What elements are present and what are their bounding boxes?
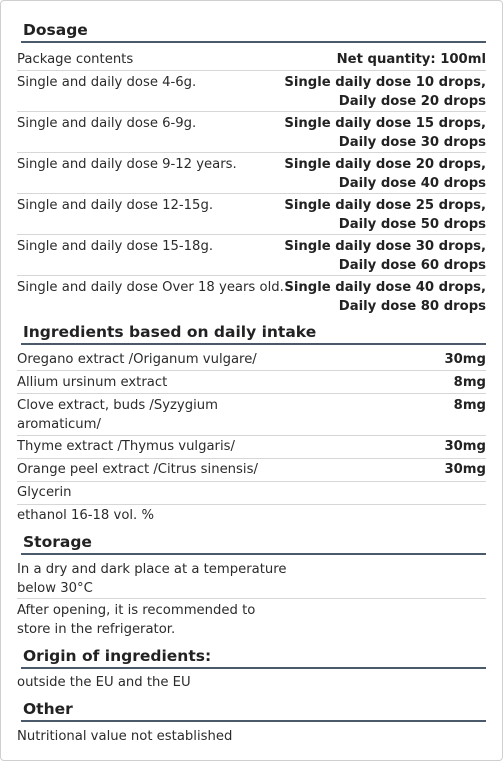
- dosage-row-label: Single and daily dose 9-12 years.: [17, 157, 237, 172]
- origin-heading: [21, 643, 486, 669]
- row-divider: [17, 481, 486, 482]
- ingredient-row: [17, 396, 486, 434]
- ingredient-row: [17, 460, 486, 479]
- origin-title: Origin of ingredients:: [23, 647, 212, 665]
- dosage-row-value: Single daily dose 25 drops, Daily dose 50 drops: [284, 198, 486, 232]
- dosage-row: [17, 155, 486, 193]
- ingredient-name: ethanol 16-18 vol. %: [17, 508, 154, 523]
- dosage-row-value: Single daily dose 40 drops, Daily dose 80 drops: [284, 280, 486, 314]
- dosage-row-label: Single and daily dose Over 18 years old.: [17, 280, 284, 295]
- ingredient-amount: 8mg: [453, 398, 486, 413]
- other-heading: [21, 696, 486, 722]
- dosage-row-label: Single and daily dose 4-6g.: [17, 75, 197, 90]
- ingredient-name: Orange peel extract /Citrus sinensis/: [17, 462, 258, 477]
- row-divider: [17, 275, 486, 276]
- dosage-heading: [21, 17, 486, 43]
- dosage-row-label: Single and daily dose 12-15g.: [17, 198, 214, 213]
- row-divider: [17, 234, 486, 235]
- row-divider: [17, 598, 486, 599]
- origin-text: outside the EU and the EU: [17, 675, 191, 690]
- ingredient-name: Allium ursinum extract: [17, 375, 168, 390]
- ingredient-amount: 30mg: [444, 439, 486, 454]
- dosage-row-value: Single daily dose 30 drops, Daily dose 60 drops: [284, 239, 486, 273]
- ingredients-heading: [21, 319, 486, 345]
- dosage-row-label: Package contents: [17, 52, 134, 67]
- storage-title: Storage: [23, 533, 92, 551]
- other-text: Nutritional value not established: [17, 729, 233, 744]
- row-divider: [17, 370, 486, 371]
- ingredient-name: Clove extract, buds /Syzygium aromaticum/: [17, 398, 218, 432]
- ingredient-name: Glycerin: [17, 485, 72, 500]
- ingredient-row: [17, 483, 486, 502]
- row-divider: [17, 193, 486, 194]
- dosage-title: Dosage: [23, 21, 88, 39]
- dosage-row: [17, 50, 486, 69]
- row-divider: [17, 152, 486, 153]
- ingredient-amount: 30mg: [444, 352, 486, 367]
- dosage-row-value: Single daily dose 10 drops, Daily dose 20 drops: [284, 75, 486, 109]
- dosage-row-label: Single and daily dose 15-18g.: [17, 239, 214, 254]
- dosage-row: [17, 237, 486, 275]
- row-divider: [17, 504, 486, 505]
- dosage-row: [17, 114, 486, 152]
- ingredient-amount: 30mg: [444, 462, 486, 477]
- ingredient-row: [17, 506, 486, 525]
- dosage-row-value: Single daily dose 15 drops, Daily dose 30 drops: [284, 116, 486, 150]
- other-title: Other: [23, 700, 73, 718]
- row-divider: [17, 458, 486, 459]
- row-divider: [17, 435, 486, 436]
- storage-item: After opening, it is recommended to store in the refrigerator.: [17, 603, 256, 637]
- dosage-row: [17, 73, 486, 111]
- ingredients-title: Ingredients based on daily intake: [23, 323, 317, 341]
- dosage-row: [17, 278, 486, 316]
- dosage-row-value: Net quantity: 100ml: [336, 52, 486, 67]
- storage-item: In a dry and dark place at a temperature below 30°C: [17, 562, 287, 596]
- row-divider: [17, 393, 486, 394]
- dosage-row-label: Single and daily dose 6-9g.: [17, 116, 197, 131]
- ingredient-row: [17, 373, 486, 392]
- ingredient-row: [17, 437, 486, 456]
- ingredient-name: Thyme extract /Thymus vulgaris/: [17, 439, 235, 454]
- ingredient-amount: 8mg: [453, 375, 486, 390]
- ingredient-row: [17, 350, 486, 369]
- ingredient-name: Oregano extract /Origanum vulgare/: [17, 352, 257, 367]
- row-divider: [17, 70, 486, 71]
- dosage-row: [17, 196, 486, 234]
- storage-heading: [21, 529, 486, 555]
- dosage-row-value: Single daily dose 20 drops, Daily dose 40 drops: [284, 157, 486, 191]
- row-divider: [17, 111, 486, 112]
